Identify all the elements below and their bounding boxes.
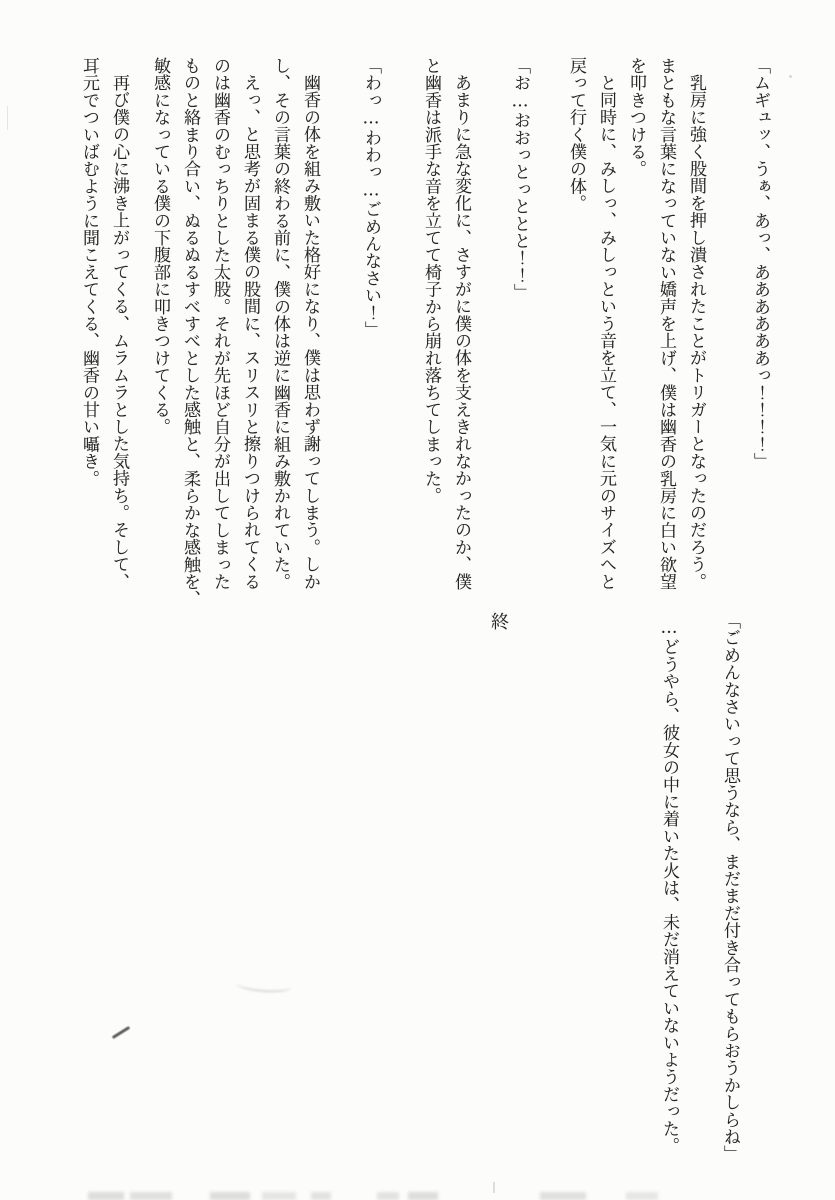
- text-column: 再び僕の心に沸き上がってくる、ムラムラとした気持ち。そして、: [109, 74, 129, 590]
- text-column: のは幽香のむっちりとした太股。それが先ほど自分が出してしまった: [210, 57, 230, 591]
- text-column: 「ごめんなさいって思うなら、まだまだ付き合ってもらおうかしらね」: [720, 612, 740, 1163]
- scan-speck: [789, 75, 792, 78]
- scan-speck: [7, 106, 8, 130]
- text-column: 戻って行く僕の体。: [566, 57, 586, 212]
- cutoff-text-fragment: [262, 1192, 296, 1200]
- cutoff-text-fragment: [626, 1192, 658, 1200]
- cutoff-text-fragment: [408, 1192, 438, 1200]
- scan-smudge-arc: [236, 976, 293, 994]
- cutoff-text-fragment: [210, 1192, 250, 1200]
- text-column: 乳房に強く股間を押し潰されたことがトリガーとなったのだろう。: [686, 74, 706, 590]
- cutoff-text-fragment: [540, 1192, 586, 1200]
- text-column: と同時に、みしっ、みしっという音を立て、一気に元のサイズへと: [596, 74, 616, 590]
- cutoff-text-fragment: [311, 1192, 331, 1200]
- text-column: 耳元でついばむように聞こえてくる、幽香の甘い囁き。: [79, 57, 99, 487]
- text-column: と幽香は派手な音を立てて椅子から崩れ落ちてしまった。: [421, 57, 441, 505]
- text-column: 敏感になっている僕の下腹部に叩きつけてくる。: [150, 57, 170, 436]
- text-column: 「お…おおっとっととと！！」: [510, 57, 530, 301]
- text-column: ものと絡まり合い、ぬるぬるすべすべとした感触と、柔らかな感触を、: [180, 57, 200, 608]
- text-column: えっ、と思考が固まる僕の股間に、スリスリと擦りつけられてくる: [240, 74, 260, 590]
- cutoff-text-fragment: [130, 1192, 172, 1200]
- cutoff-text-fragment: [88, 1192, 124, 1200]
- text-column: 幽香の体を組み敷いた格好になり、僕は思わず謝ってしまう。しか: [300, 74, 320, 590]
- story-text-lower: [654, 612, 745, 1172]
- text-column: 「ムギュッ、うぁ、あっ、ああああああっ！！！！」: [750, 57, 770, 470]
- text-column: まともな言葉になっていない嬌声を上げ、僕は幽香の乳房に白い欲望: [656, 57, 676, 591]
- story-text-upper: [74, 57, 775, 613]
- scan-speck: [493, 1182, 495, 1193]
- text-column: …どうやら、彼女の中に着いた火は、未だ消えていないようだった。: [659, 618, 679, 1155]
- end-mark: 終: [488, 612, 509, 630]
- pencil-stroke-mark: [112, 1026, 131, 1039]
- text-column: を叩きつける。: [626, 57, 646, 178]
- text-column: し、その言葉の終わる前に、僕の体は逆に幽香に組み敷かれていた。: [270, 57, 290, 591]
- text-column: あまりに急な変化に、さすがに僕の体を支えきれなかったのか、僕: [451, 74, 471, 590]
- text-column: 「わっ…わわっ…ごめんなさい！」: [361, 57, 381, 339]
- cutoff-text-fragment: [377, 1192, 399, 1200]
